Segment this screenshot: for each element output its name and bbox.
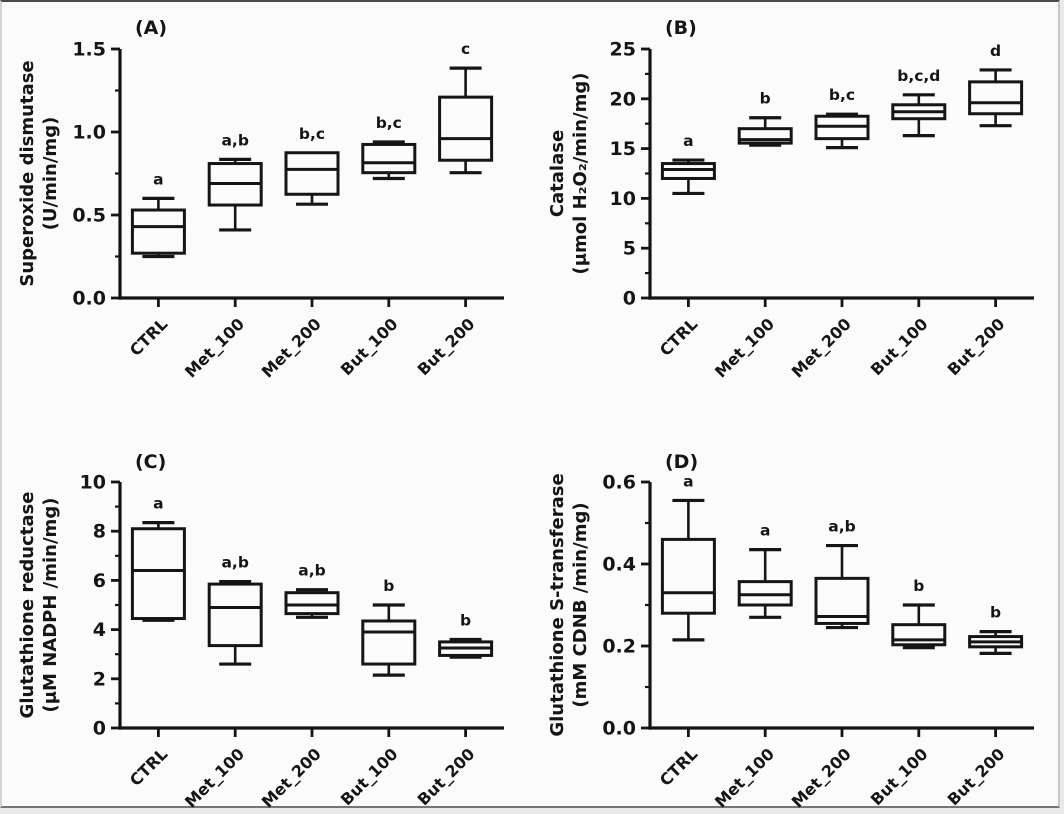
y-tick-label: 0.6 (602, 471, 636, 494)
category-label: But_200 (943, 744, 1009, 810)
y-axis-title-line2: (μM NADPH /min/mg) (40, 497, 61, 713)
panel-label: (D) (665, 451, 699, 473)
category-label: But_100 (866, 744, 932, 810)
significance-label: b (913, 577, 925, 595)
significance-label: a,b (298, 561, 326, 580)
category-label: Met_100 (710, 744, 779, 810)
boxplot-Met_100 (711, 522, 791, 810)
y-tick-label: 20 (609, 88, 636, 111)
boxplot-But_200 (414, 40, 492, 379)
significance-label: b,c (375, 113, 402, 132)
significance-label: b,c (298, 124, 326, 143)
category-label: CTRL (125, 314, 172, 360)
y-tick-label: 10 (609, 187, 636, 210)
boxplot-Met_100 (181, 554, 261, 810)
y-axis-title-line1: Glutathione reductase (17, 491, 38, 719)
category-label: CTRL (125, 744, 172, 790)
boxplot-CTRL (656, 472, 715, 789)
y-tick-label: 0 (622, 287, 636, 310)
boxplot-But_200 (944, 604, 1022, 810)
boxplot-But_100 (867, 67, 945, 379)
category-label: But_100 (866, 314, 932, 380)
box-rect (893, 625, 945, 645)
boxplot-chart-C (2, 406, 532, 810)
boxplot-chart-B (532, 2, 1062, 406)
significance-label: c (460, 40, 471, 59)
significance-label: b (990, 603, 1002, 622)
category-label: CTRL (655, 314, 702, 360)
box-rect (132, 529, 184, 619)
panel-label: (B) (665, 17, 697, 39)
y-tick-label: 1.5 (72, 38, 106, 61)
box-rect (440, 97, 492, 160)
category-label: But_200 (413, 314, 479, 380)
significance-label: b (383, 577, 395, 595)
boxplot-Met_200 (788, 518, 868, 810)
significance-label: a (153, 494, 164, 513)
y-tick-label: 1.0 (72, 121, 106, 144)
boxplot-CTRL (126, 495, 185, 790)
box-rect (286, 593, 338, 614)
category-label: Met_100 (180, 744, 249, 810)
box-rect (363, 144, 415, 172)
y-tick-label: 10 (79, 471, 106, 494)
boxplot-chart-A (2, 2, 532, 406)
y-axis-title-line2: (U/min/mg) (40, 116, 61, 231)
boxplot-CTRL (656, 132, 715, 360)
significance-label: a (153, 170, 164, 189)
significance-label: b,c (828, 86, 856, 105)
significance-label: a,b (828, 517, 856, 536)
y-tick-label: 5 (622, 237, 636, 260)
box-rect (970, 82, 1022, 114)
significance-label: a (683, 472, 694, 491)
y-axis-title-line2: (μmol H₂O₂/min/mg) (570, 72, 591, 275)
category-label: Met_100 (710, 314, 779, 382)
y-tick-label: 0.5 (72, 204, 106, 227)
y-tick-label: 2 (92, 668, 106, 691)
significance-label: b,c,d (897, 66, 941, 85)
boxplot-CTRL (126, 170, 185, 359)
y-tick-label: 0.2 (602, 635, 636, 658)
boxplot-But_100 (337, 577, 415, 809)
y-axis-title-line1: Glutathione S-transferase (547, 473, 568, 737)
category-label: But_200 (413, 744, 479, 810)
box-rect (662, 539, 714, 613)
panel-label: (A) (135, 17, 168, 39)
box-rect (209, 584, 261, 646)
y-tick-label: 15 (609, 138, 636, 161)
panel-C-glutathione-reductase (2, 406, 532, 810)
box-rect (286, 153, 338, 195)
boxplot-Met_100 (711, 90, 791, 382)
boxplot-But_100 (867, 577, 945, 809)
category-label: CTRL (655, 744, 702, 790)
boxplot-Met_200 (258, 125, 338, 382)
y-tick-label: 8 (92, 520, 106, 543)
category-label: But_200 (943, 314, 1009, 380)
boxplot-But_200 (944, 42, 1022, 379)
significance-label: b (759, 89, 771, 108)
y-tick-label: 0.0 (602, 717, 636, 740)
significance-label: d (990, 41, 1002, 60)
category-label: Met_200 (787, 314, 855, 382)
significance-label: a,b (221, 131, 249, 150)
boxplot-chart-D (532, 406, 1062, 810)
panel-label: (C) (135, 451, 167, 473)
panel-A-superoxide-dismutase (2, 2, 532, 406)
boxplot-But_200 (414, 611, 492, 809)
significance-label: a,b (221, 553, 249, 572)
y-axis-title-line1: Superoxide dismutase (17, 60, 38, 287)
boxplot-Met_200 (258, 562, 338, 810)
category-label: Met_200 (257, 314, 325, 382)
significance-label: a (759, 521, 771, 540)
category-label: Met_200 (787, 744, 855, 810)
boxplot-Met_200 (788, 86, 868, 381)
category-label: Met_200 (257, 744, 325, 810)
y-tick-label: 25 (609, 38, 636, 61)
category-label: But_100 (336, 314, 402, 380)
significance-label: b (460, 611, 472, 630)
category-label: Met_100 (180, 314, 249, 382)
y-tick-label: 4 (92, 619, 106, 642)
y-tick-label: 0.4 (602, 553, 636, 576)
y-tick-label: 6 (92, 569, 106, 592)
significance-label: a (683, 132, 694, 151)
category-label: But_100 (336, 744, 402, 810)
panel-D-glutathione-s-transferase (532, 406, 1062, 810)
boxplot-Met_100 (181, 131, 261, 381)
y-tick-label: 0 (92, 717, 106, 740)
box-rect (363, 621, 415, 664)
boxplot-But_100 (337, 114, 415, 379)
y-axis-title-line1: Catalase (547, 129, 568, 218)
y-tick-label: 0.0 (72, 287, 106, 310)
y-axis-title-line2: (mM CDNB /min/mg) (570, 502, 591, 708)
panel-B-catalase (532, 2, 1062, 406)
box-rect (132, 210, 184, 253)
